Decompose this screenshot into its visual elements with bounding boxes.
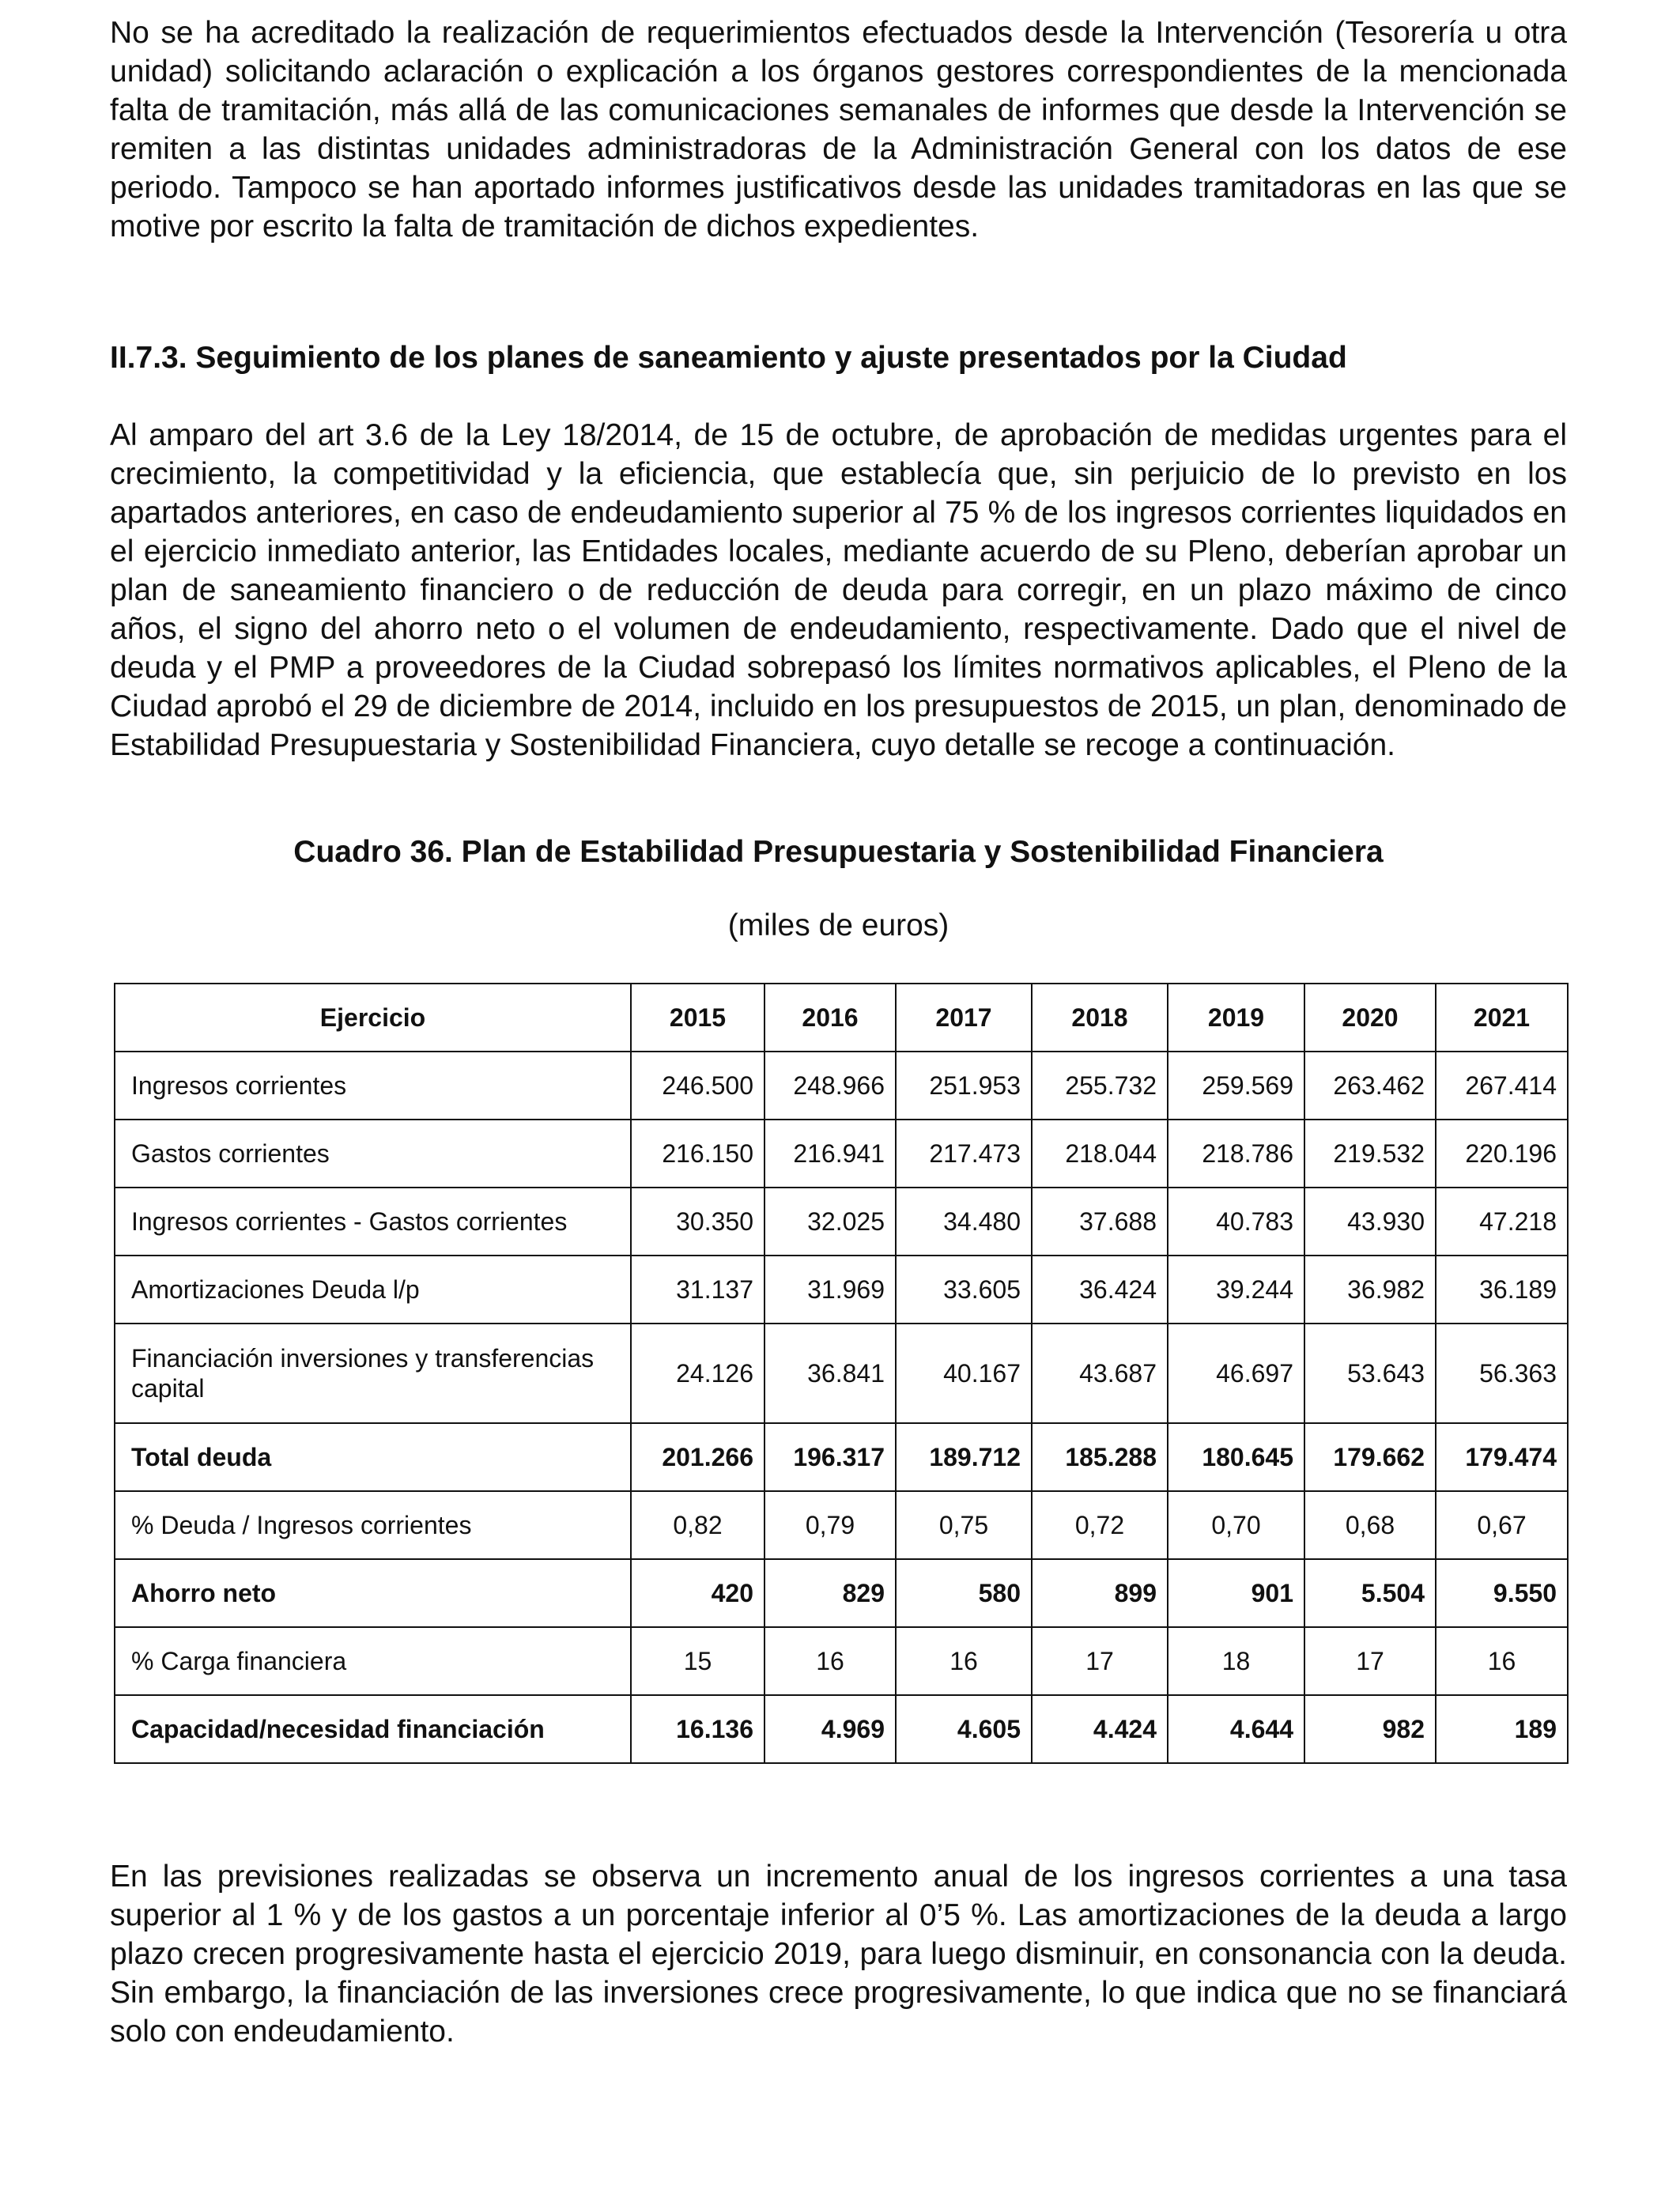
- table-cell: 43.930: [1304, 1188, 1436, 1256]
- table-cell: 829: [764, 1559, 896, 1627]
- intro-paragraph: No se ha acreditado la realización de requerimientos efectuados desde la Intervención (Tesorería u otra unidad) solicitando aclaración o explicación a los órganos gestores correspondientes de la mencionada falta de tramitación, más allá de las comunicaciones semanales de informes que desde la Intervención se remiten a las distintas unidades administradoras de la Administración General con los datos de ese periodo. Tampoco se han aportado informes justificativos desde las unidades tramitadoras en las que se motive por escrito la falta de tramitación de dichos expedientes.: [110, 16, 1567, 244]
- table-cell: 0,67: [1436, 1491, 1568, 1559]
- table-cell: 189.712: [896, 1423, 1032, 1491]
- table-cell: 36.841: [764, 1324, 896, 1423]
- header-cell: 2018: [1032, 984, 1168, 1052]
- table-cell: 4.969: [764, 1695, 896, 1763]
- table-row: [115, 1188, 1568, 1256]
- table-cell: 40.783: [1168, 1188, 1304, 1256]
- table-cell: 0,72: [1032, 1491, 1168, 1559]
- table-cell: 16: [896, 1627, 1032, 1695]
- table-cell: 218.786: [1168, 1120, 1304, 1188]
- header-cell: 2019: [1168, 984, 1304, 1052]
- table-cell: 36.424: [1032, 1256, 1168, 1324]
- table-cell: 56.363: [1436, 1324, 1568, 1423]
- table-cell: 179.474: [1436, 1423, 1568, 1491]
- table-cell: 246.500: [631, 1052, 764, 1120]
- table-header-row: [115, 984, 1568, 1052]
- table-cell: 16.136: [631, 1695, 764, 1763]
- table-row: [115, 1120, 1568, 1188]
- table-cell: 189: [1436, 1695, 1568, 1763]
- table-cell: 15: [631, 1627, 764, 1695]
- table-cell: 43.687: [1032, 1324, 1168, 1423]
- row-label: Gastos corrientes: [115, 1120, 631, 1188]
- table-cell: 0,75: [896, 1491, 1032, 1559]
- table-cell: 255.732: [1032, 1052, 1168, 1120]
- table-cell: 196.317: [764, 1423, 896, 1491]
- table-cell: 33.605: [896, 1256, 1032, 1324]
- table-cell: 53.643: [1304, 1324, 1436, 1423]
- table-cell: 47.218: [1436, 1188, 1568, 1256]
- section-heading: II.7.3. Seguimiento de los planes de saneamiento y ajuste presentados por la Ciudad: [110, 341, 1347, 375]
- header-cell: 2017: [896, 984, 1032, 1052]
- table-cell: 9.550: [1436, 1559, 1568, 1627]
- table-cell: 4.605: [896, 1695, 1032, 1763]
- table-cell: 30.350: [631, 1188, 764, 1256]
- table-cell: 580: [896, 1559, 1032, 1627]
- table-cell: 216.150: [631, 1120, 764, 1188]
- table-cell: 220.196: [1436, 1120, 1568, 1188]
- table-cell: 46.697: [1168, 1324, 1304, 1423]
- table-cell: 39.244: [1168, 1256, 1304, 1324]
- table-row: [115, 1256, 1568, 1324]
- row-label: Amortizaciones Deuda l/p: [115, 1256, 631, 1324]
- table-cell: 179.662: [1304, 1423, 1436, 1491]
- table-cell: 24.126: [631, 1324, 764, 1423]
- table-cell: 263.462: [1304, 1052, 1436, 1120]
- row-label: Ingresos corrientes: [115, 1052, 631, 1120]
- table-cell: 217.473: [896, 1120, 1032, 1188]
- row-label: Ingresos corrientes - Gastos corrientes: [115, 1188, 631, 1256]
- row-label: % Carga financiera: [115, 1627, 631, 1695]
- table-cell: 34.480: [896, 1188, 1032, 1256]
- table-row: [115, 1695, 1568, 1763]
- row-label: Ahorro neto: [115, 1559, 631, 1627]
- header-cell: Ejercicio: [115, 984, 631, 1052]
- header-cell: 2016: [764, 984, 896, 1052]
- body-paragraph: Al amparo del art 3.6 de la Ley 18/2014, de 15 de octubre, de aprobación de medidas urgentes para el crecimiento, la competitividad y la eficiencia, que establecía que, sin perjuicio de lo previsto en los apartados anteriores, en caso de endeudamiento superior al 75 % de los ingresos corrientes liquidados en el ejercicio inmediato anterior, las Entidades locales, mediante acuerdo de su Pleno, deberían aprobar un plan de saneamiento financiero o de reducción de deuda para corregir, en un plazo máximo de cinco años, el signo del ahorro neto o el volumen de endeudamiento, respectivamente. Dado que el nivel de deuda y el PMP a proveedores de la Ciudad sobrepasó los límites normativos aplicables, el Pleno de la Ciudad aprobó el 29 de diciembre de 2014, incluido en los presupuestos de 2015, un plan, denominado de Estabilidad Presupuestaria y Sostenibilidad Financiera, cuyo detalle se recoge a continuación.: [110, 418, 1567, 762]
- table-cell: 0,68: [1304, 1491, 1436, 1559]
- table-cell: 31.137: [631, 1256, 764, 1324]
- table-cell: 37.688: [1032, 1188, 1168, 1256]
- table-cell: 185.288: [1032, 1423, 1168, 1491]
- row-label: Capacidad/necesidad financiación: [115, 1695, 631, 1763]
- table-cell: 0,70: [1168, 1491, 1304, 1559]
- table-cell: 218.044: [1032, 1120, 1168, 1188]
- table-title: Cuadro 36. Plan de Estabilidad Presupuestaria y Sostenibilidad Financiera: [293, 835, 1384, 869]
- table-cell: 40.167: [896, 1324, 1032, 1423]
- table-cell: 18: [1168, 1627, 1304, 1695]
- table-cell: 36.189: [1436, 1256, 1568, 1324]
- table-cell: 16: [764, 1627, 896, 1695]
- table-cell: 219.532: [1304, 1120, 1436, 1188]
- table-cell: 17: [1032, 1627, 1168, 1695]
- table-row: [115, 1324, 1568, 1423]
- table-cell: 16: [1436, 1627, 1568, 1695]
- table-cell: 31.969: [764, 1256, 896, 1324]
- table-row: [115, 1052, 1568, 1120]
- table-cell: 420: [631, 1559, 764, 1627]
- table-body: [115, 1052, 1568, 1763]
- row-label: % Deuda / Ingresos corrientes: [115, 1491, 631, 1559]
- table-cell: 4.644: [1168, 1695, 1304, 1763]
- table-cell: 5.504: [1304, 1559, 1436, 1627]
- conclusion-paragraph: En las previsiones realizadas se observa un incremento anual de los ingresos corrientes a una tasa superior al 1 % y de los gastos a un porcentaje inferior al 0’5 %. Las amortizaciones de la deuda a largo plazo crecen progresivamente hasta el ejercicio 2019, para luego disminuir, en consonancia con la deuda. Sin embargo, la financiación de las inversiones crece progresivamente, lo que indica que no se financiará solo con endeudamiento.: [110, 1860, 1567, 2049]
- header-cell: 2015: [631, 984, 764, 1052]
- table-cell: 267.414: [1436, 1052, 1568, 1120]
- table-cell: 4.424: [1032, 1695, 1168, 1763]
- table-row: [115, 1627, 1568, 1695]
- table-cell: 17: [1304, 1627, 1436, 1695]
- row-label: Total deuda: [115, 1423, 631, 1491]
- table-row: [115, 1491, 1568, 1559]
- table-cell: 982: [1304, 1695, 1436, 1763]
- table-cell: 36.982: [1304, 1256, 1436, 1324]
- table-cell: 0,82: [631, 1491, 764, 1559]
- plan-table: [114, 983, 1569, 1764]
- table-cell: 180.645: [1168, 1423, 1304, 1491]
- row-label: Financiación inversiones y transferencias capital: [115, 1324, 631, 1423]
- table-container: [114, 983, 1569, 1764]
- table-cell: 216.941: [764, 1120, 896, 1188]
- header-cell: 2021: [1436, 984, 1568, 1052]
- table-cell: 901: [1168, 1559, 1304, 1627]
- table-row: [115, 1423, 1568, 1491]
- table-cell: 201.266: [631, 1423, 764, 1491]
- table-cell: 259.569: [1168, 1052, 1304, 1120]
- table-units: (miles de euros): [727, 908, 949, 942]
- table-cell: 248.966: [764, 1052, 896, 1120]
- table-cell: 899: [1032, 1559, 1168, 1627]
- table-cell: 251.953: [896, 1052, 1032, 1120]
- table-row: [115, 1559, 1568, 1627]
- header-cell: 2020: [1304, 984, 1436, 1052]
- table-cell: 32.025: [764, 1188, 896, 1256]
- table-cell: 0,79: [764, 1491, 896, 1559]
